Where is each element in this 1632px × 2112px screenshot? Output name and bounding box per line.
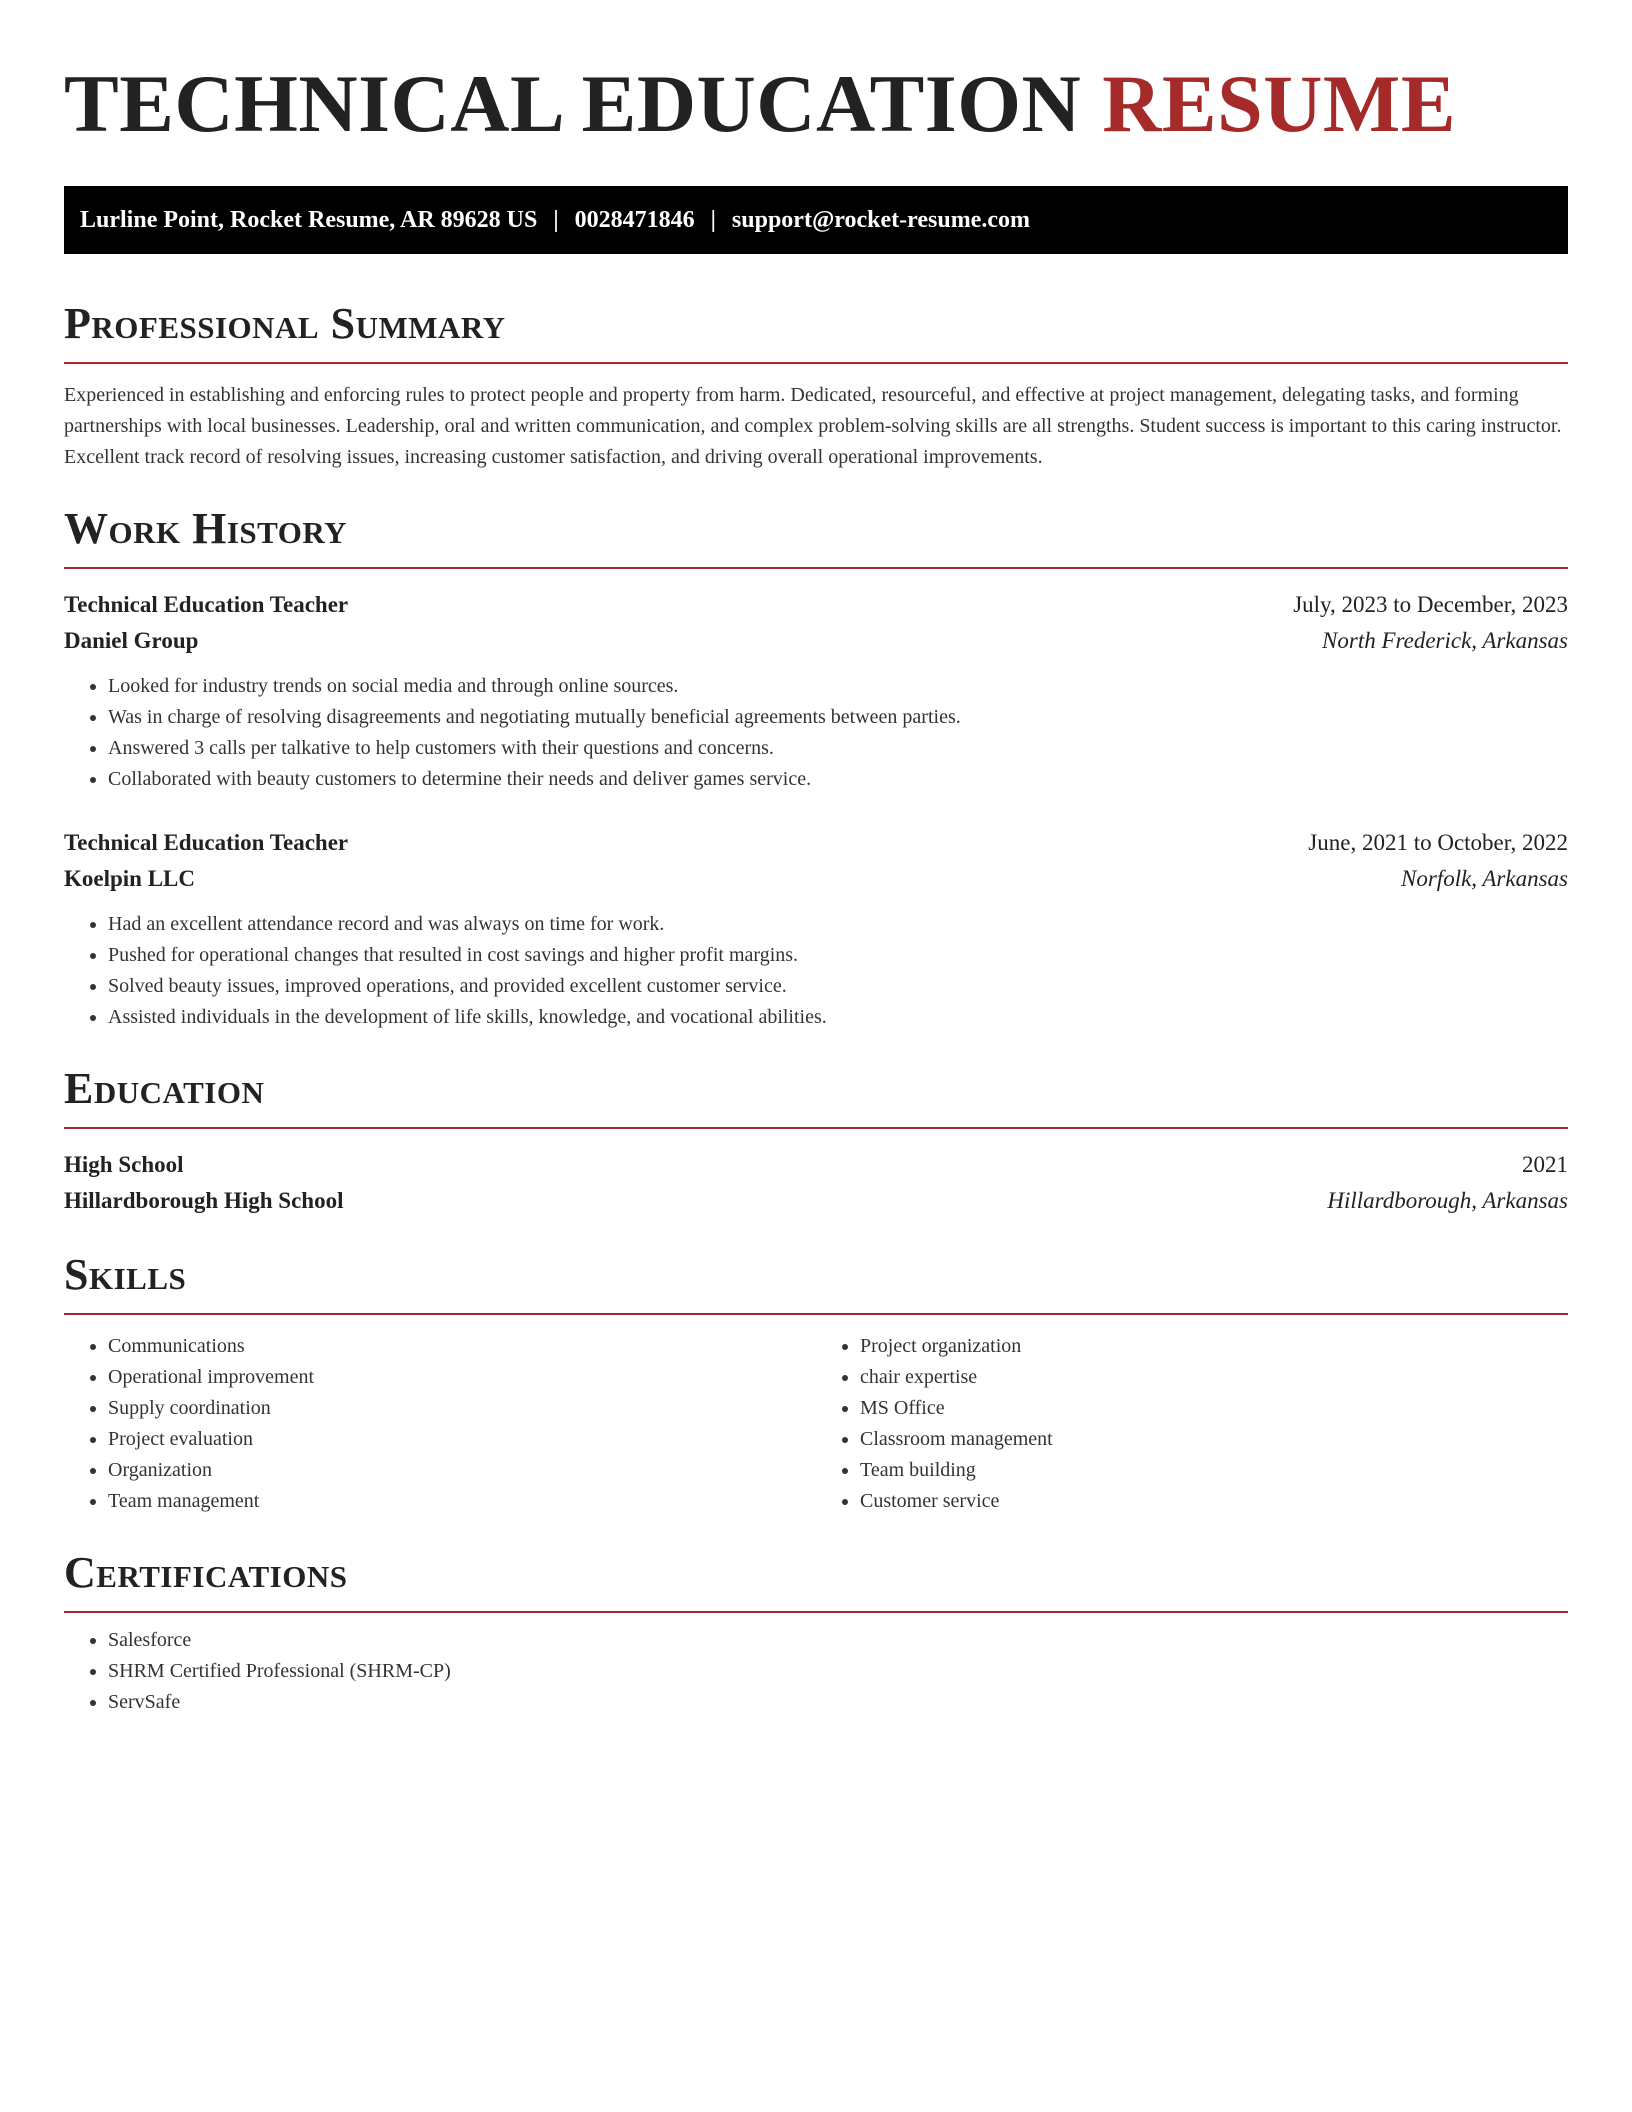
list-item: • ServSafe (108, 1687, 1568, 1718)
summary-section (64, 298, 1568, 473)
contact-phone: 0028471846 (574, 206, 695, 233)
job-entry (64, 587, 1568, 795)
resume-title (64, 56, 1568, 152)
list-item: • Pushed for operational changes that resulted in cost savings and higher profit margins. (108, 940, 1568, 971)
skills-section (64, 1249, 1568, 1517)
list-item: • Organization (108, 1455, 816, 1486)
list-item: • SHRM Certified Professional (SHRM-CP) (108, 1656, 1568, 1687)
summary-text: Experienced in establishing and enforcing rules to protect people and property from harm. Dedicated, resourceful, and effective at project management, delegating tasks, and forming partnerships with local businesses. Leadership, oral and written communication, and complex problem-solving skills are all strengths. Student success is important to this caring instructor. Excellent track record of resolving issues, increasing customer satisfaction, and driving overall operational improvements. (64, 384, 1562, 468)
education-year: 2021 (1522, 1152, 1568, 1177)
contact-bar (64, 186, 1568, 254)
contact-separator: | (553, 206, 559, 233)
education-entry (64, 1147, 1568, 1219)
job-entry (64, 825, 1568, 1033)
skills-columns (64, 1331, 1568, 1517)
list-item: • Classroom management (860, 1424, 1568, 1455)
job-company: Daniel Group (64, 628, 199, 653)
certifications-section (64, 1547, 1568, 1718)
job-bullets (64, 909, 1568, 1033)
skills-list-left (64, 1331, 816, 1517)
job-title: Technical Education Teacher (64, 592, 349, 617)
list-item: • Project evaluation (108, 1424, 816, 1455)
job-location: North Frederick, Arkansas (1322, 628, 1568, 653)
section-divider (64, 1127, 1568, 1129)
list-item: • Assisted individuals in the development of life skills, knowledge, and vocational abilities. (108, 1002, 1568, 1033)
summary-heading: Professional Summary (64, 299, 506, 348)
job-dates: June, 2021 to October, 2022 (1308, 830, 1568, 855)
list-item: • Communications (108, 1331, 816, 1362)
skills-list-right (816, 1331, 1568, 1517)
list-item: • Answered 3 calls per talkative to help customers with their questions and concerns. (108, 733, 1568, 764)
section-divider (64, 567, 1568, 569)
list-item: • Collaborated with beauty customers to determine their needs and deliver games service. (108, 764, 1568, 795)
title-accent: RESUME (1102, 58, 1457, 149)
job-dates: July, 2023 to December, 2023 (1293, 592, 1568, 617)
list-item: • Customer service (860, 1486, 1568, 1517)
contact-email[interactable]: support@rocket-resume.com (731, 206, 1030, 233)
contact-address: Lurline Point, Rocket Resume, AR 89628 US (80, 206, 538, 233)
job-location: Norfolk, Arkansas (1401, 866, 1568, 891)
education-section (64, 1063, 1568, 1219)
list-item: • Project organization (860, 1331, 1568, 1362)
title-main: TECHNICAL EDUCATION (64, 58, 1082, 149)
education-school: Hillardborough High School (64, 1188, 344, 1213)
list-item: • Team management (108, 1486, 816, 1517)
list-item: • MS Office (860, 1393, 1568, 1424)
list-item: • Operational improvement (108, 1362, 816, 1393)
list-item: • Team building (860, 1455, 1568, 1486)
education-heading: Education (64, 1064, 265, 1113)
list-item: • Had an excellent attendance record and was always on time for work. (108, 909, 1568, 940)
certifications-heading: Certifications (64, 1548, 348, 1597)
work-history-section (64, 503, 1568, 1033)
job-title: Technical Education Teacher (64, 830, 349, 855)
list-item: • Solved beauty issues, improved operations, and provided excellent customer service. (108, 971, 1568, 1002)
list-item: • chair expertise (860, 1362, 1568, 1393)
certifications-list (64, 1625, 1568, 1718)
list-item: • Looked for industry trends on social media and through online sources. (108, 671, 1568, 702)
job-bullets (64, 671, 1568, 795)
list-item: • Salesforce (108, 1625, 1568, 1656)
work-history-heading: Work History (64, 504, 348, 553)
education-degree: High School (64, 1152, 184, 1177)
section-divider (64, 1611, 1568, 1613)
list-item: • Supply coordination (108, 1393, 816, 1424)
section-divider (64, 1313, 1568, 1315)
education-location: Hillardborough, Arkansas (1327, 1188, 1568, 1213)
list-item: • Was in charge of resolving disagreements and negotiating mutually beneficial agreements between parties. (108, 702, 1568, 733)
contact-separator: | (710, 206, 716, 233)
job-company: Koelpin LLC (64, 866, 196, 891)
section-divider (64, 362, 1568, 364)
skills-heading: Skills (64, 1250, 187, 1299)
